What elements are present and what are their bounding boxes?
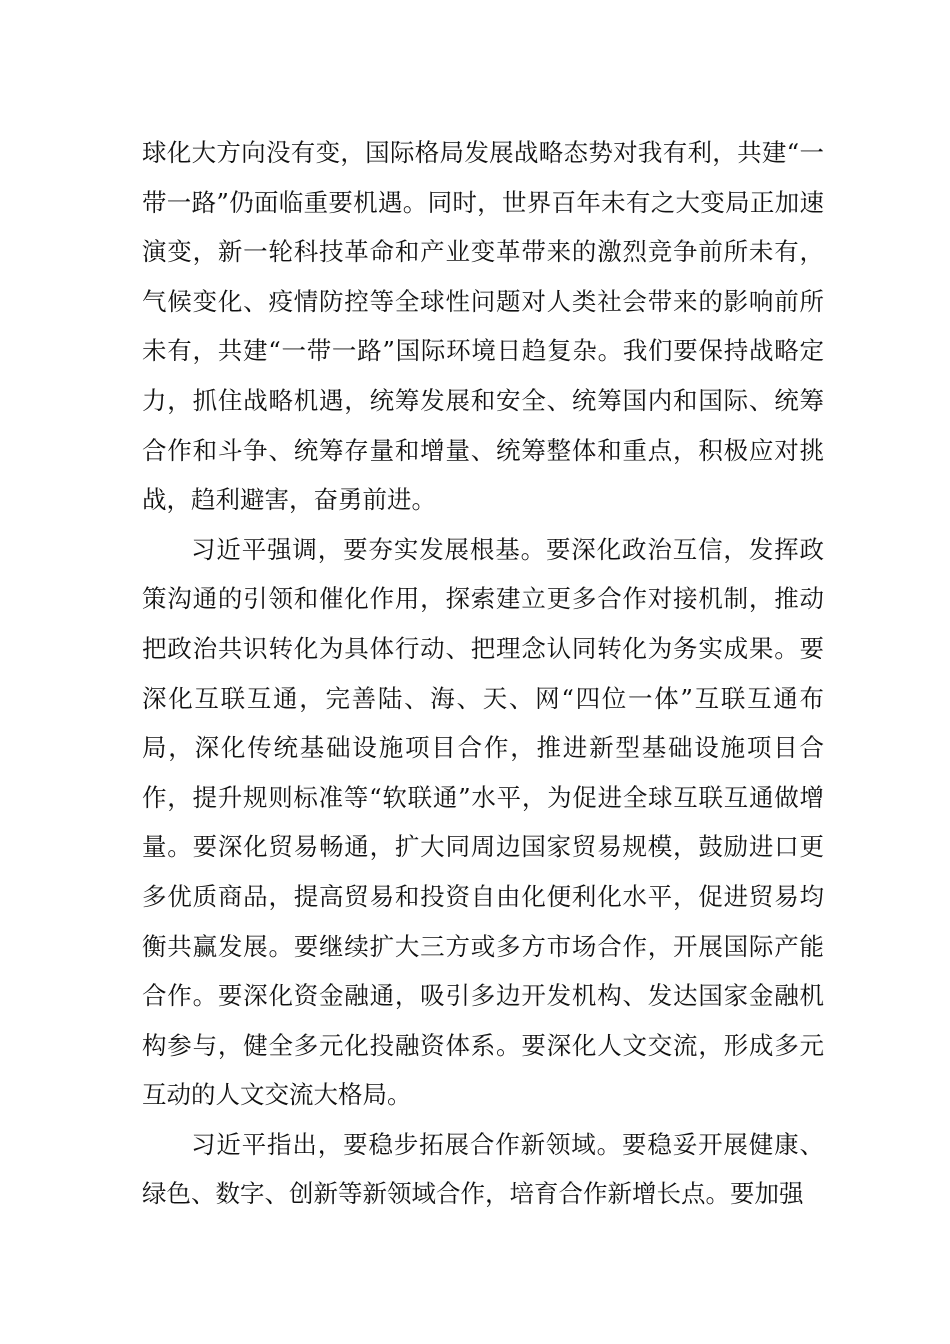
paragraph-1: 球化大方向没有变，国际格局发展战略态势对我有利，共建“一带一路”仍面临重要机遇。同时，世界百年未有之大变局正加速演变，新一轮科技革命和产业变革带来的激烈竞争前所未有，气候变化、疫情防控等全球性问题对人类社会带来的影响前所未有，共建“一带一路”国际环境日趋复杂。我们要保持战略定力，抓住战略机遇，统筹发展和安全、统筹国内和国际、统筹合作和斗争、统筹存量和增量、统筹整体和重点，积极应对挑战，趋利避害，奋勇前进。 — [142, 138, 824, 515]
document-body — [142, 128, 824, 1219]
paragraph-2: 习近平强调，要夯实发展根基。要深化政治互信，发挥政策沟通的引领和催化作用，探索建立更多合作对接机制，推动把政治共识转化为具体行动、把理念认同转化为务实成果。要深化互联互通，完善陆、海、天、网“四位一体”互联互通布局，深化传统基础设施项目合作，推进新型基础设施项目合作，提升规则标准等“软联通”水平，为促进全球互联互通做增量。要深化贸易畅通，扩大同周边国家贸易规模，鼓励进口更多优质商品，提高贸易和投资自由化便利化水平，促进贸易均衡共赢发展。要继续扩大三方或多方市场合作，开展国际产能合作。要深化资金融通，吸引多边开发机构、发达国家金融机构参与，健全多元化投融资体系。要深化人文交流，形成多元互动的人文交流大格局。 — [142, 534, 824, 1110]
paragraph-3: 习近平指出，要稳步拓展合作新领域。要稳妥开展健康、绿色、数字、创新等新领域合作，培育合作新增长点。要加强 — [142, 1129, 824, 1209]
